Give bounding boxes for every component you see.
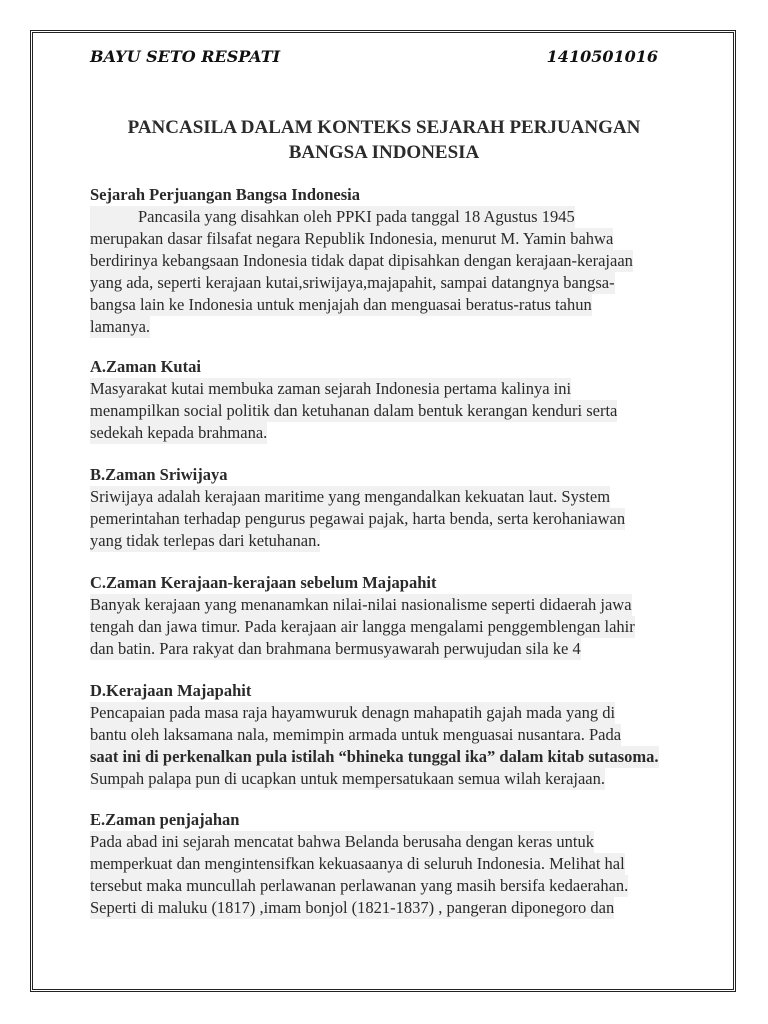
paragraph-line: tengah dan jawa timur. Pada kerajaan air langga mengalami penggemblengan lahir (90, 617, 635, 636)
section-heading: C.Zaman Kerajaan-kerajaan sebelum Majapahit (90, 573, 437, 592)
paragraph-line: bantu oleh laksamana nala, memimpin armada untuk menguasai nusantara. Pada (90, 725, 622, 744)
paragraph-line: Pada abad ini sejarah mencatat bahwa Belanda berusaha dengan keras untuk (90, 832, 594, 851)
paragraph-line: yang tidak terlepas dari ketuhanan. (90, 531, 321, 550)
paragraph-line: merupakan dasar filsafat negara Republik Indonesia, menurut M. Yamin bahwa (90, 229, 614, 248)
paragraph-line: berdirinya kebangsaan Indonesia tidak dapat dipisahkan dengan kerajaan-kerajaan (90, 251, 633, 270)
paragraph-line: Sumpah palapa pun di ucapkan untuk mempersatukaan semua wilah kerajaan. (90, 769, 605, 788)
student-id: 1410501016 (546, 47, 658, 66)
paragraph-line: memperkuat dan mengintensifkan kekuasaanya di seluruh Indonesia. Melihat hal (90, 854, 625, 873)
section-majapahit (90, 680, 659, 790)
author-name: BAYU SETO RESPATI (90, 47, 281, 66)
paragraph-line: tersebut maka muncullah perlawanan perlawanan yang masih bersifa kedaerahan. (90, 876, 629, 895)
section-sriwijaya (90, 464, 625, 552)
section-intro (90, 184, 633, 338)
paragraph-line: Seperti di maluku (1817) ,imam bonjol (1821-1837) , pangeran diponegoro dan (90, 898, 615, 917)
paragraph-line: dan batin. Para rakyat dan brahmana bermusyawarah perwujudan sila ke 4 (90, 639, 581, 658)
paragraph-line: pemerintahan terhadap pengurus pegawai pajak, harta benda, serta kerohaniawan (90, 509, 626, 528)
paragraph-line: menampilkan social politik dan ketuhanan dalam bentuk kerangan kenduri serta (90, 401, 618, 420)
section-penjajahan (90, 809, 628, 919)
paragraph-line: Pancasila yang disahkan oleh PPKI pada tanggal 18 Agustus 1945 (90, 206, 575, 228)
title-line: BANGSA INDONESIA (288, 142, 480, 163)
section-heading: D.Kerajaan Majapahit (90, 681, 252, 700)
section-heading: A.Zaman Kutai (90, 357, 201, 376)
paragraph-line: lamanya. (90, 317, 151, 336)
section-kutai (90, 356, 617, 444)
title-line: PANCASILA DALAM KONTEKS SEJARAH PERJUANGAN (127, 117, 641, 138)
section-heading: Sejarah Perjuangan Bangsa Indonesia (90, 185, 361, 204)
paragraph-line: Banyak kerajaan yang menanamkan nilai-nilai nasionalisme seperti didaerah jawa (90, 595, 632, 614)
section-heading: B.Zaman Sriwijaya (90, 465, 228, 484)
paragraph-line: yang ada, seperti kerajaan kutai,sriwijaya,majapahit, sampai datangnya bangsa- (90, 273, 615, 292)
paragraph-line: Masyarakat kutai membuka zaman sejarah Indonesia pertama kalinya ini (90, 379, 572, 398)
section-pre-majapahit (90, 572, 635, 660)
paragraph-line: bangsa lain ke Indonesia untuk menjajah dan menguasai beratus-ratus tahun (90, 295, 592, 314)
paragraph-line: Pencapaian pada masa raja hayamwuruk denagn mahapatih gajah mada yang di (90, 703, 616, 722)
document-title (0, 115, 768, 165)
paragraph-line-bold: saat ini di perkenalkan pula istilah “bhineka tunggal ika” dalam kitab sutasoma. (90, 747, 659, 766)
section-heading: E.Zaman penjajahan (90, 810, 240, 829)
paragraph-line: Sriwijaya adalah kerajaan maritime yang mengandalkan kekuatan laut. System (90, 487, 611, 506)
paragraph-line: sedekah kepada brahmana. (90, 423, 268, 442)
